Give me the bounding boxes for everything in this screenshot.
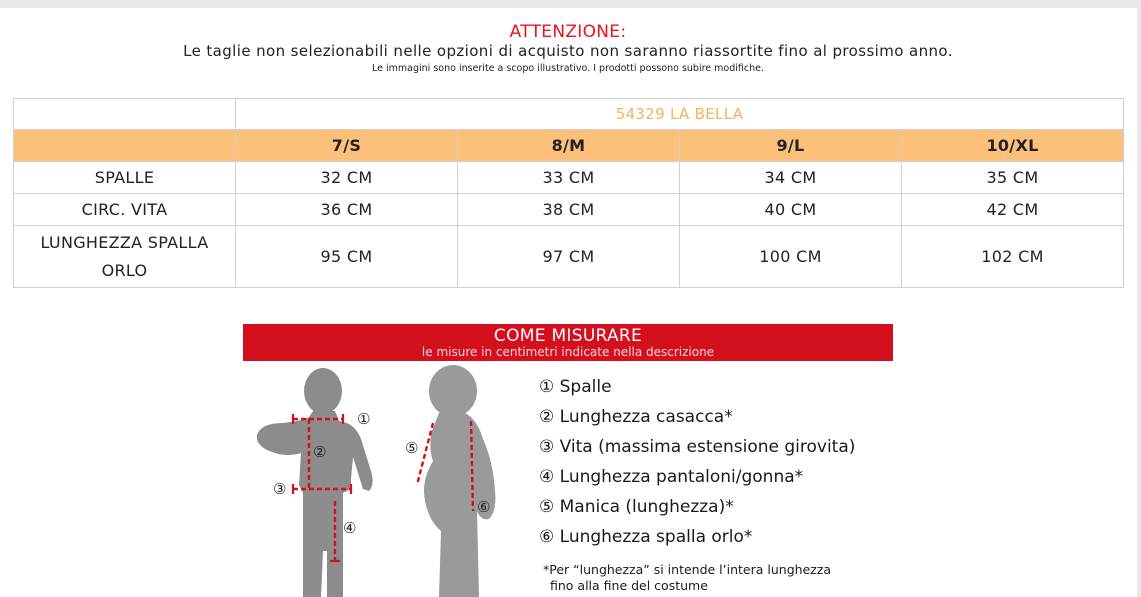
table-product-row — [14, 99, 1124, 130]
size-header: 9/L — [680, 130, 902, 162]
size-header: 7/S — [236, 130, 458, 162]
legend-item-vita: ③ Vita (massima estensione girovita) — [539, 437, 856, 457]
measure-banner-title: COME MISURARE — [493, 326, 643, 346]
legend-item-spalle: ① Spalle — [539, 377, 612, 397]
row-label: CIRC. VITA — [14, 194, 236, 226]
marker-2: ② — [313, 443, 327, 461]
table-cell: 42 CM — [902, 194, 1124, 226]
table-row — [14, 194, 1124, 226]
legend-item-lunghezza-casacca: ② Lunghezza casacca* — [539, 407, 733, 427]
legend-note-line: fino alla fine del costume — [550, 578, 708, 593]
legend-note — [539, 562, 893, 594]
notice-disclaimer: Le immagini sono inserite a scopo illustrativo. I prodotti possono subire modifiche. — [372, 63, 764, 74]
measure-banner — [243, 324, 893, 361]
measure-figures — [243, 361, 523, 597]
row-label — [14, 226, 236, 288]
measure-banner-subtitle: le misure in centimetri indicate nella descrizione — [421, 345, 715, 359]
table-cell: 35 CM — [902, 162, 1124, 194]
legend-note-line: *Per “lunghezza” si intende l’intera lunghezza — [543, 562, 832, 577]
table-cell: 95 CM — [236, 226, 458, 288]
size-table — [13, 98, 1124, 288]
table-cell: 100 CM — [680, 226, 902, 288]
table-row — [14, 226, 1124, 288]
marker-6: ⑥ — [477, 498, 491, 516]
marker-3: ③ — [273, 480, 287, 498]
table-row — [14, 162, 1124, 194]
table-header-empty — [14, 130, 236, 162]
notice-title: ATTENZIONE: — [509, 22, 627, 42]
child-side-figure — [424, 365, 495, 597]
top-bar — [0, 0, 1141, 8]
table-cell: 34 CM — [680, 162, 902, 194]
legend-item-lunghezza-spalla-orlo: ⑥ Lunghezza spalla orlo* — [539, 527, 753, 547]
measure-legend — [539, 372, 893, 594]
how-to-measure-panel — [243, 324, 893, 597]
table-cell: 32 CM — [236, 162, 458, 194]
size-header: 10/XL — [902, 130, 1124, 162]
table-cell: 36 CM — [236, 194, 458, 226]
notice-subtitle: Le taglie non selezionabili nelle opzioni di acquisto non saranno riassortite fino al prossimo anno. — [183, 42, 953, 60]
row-label: SPALLE — [14, 162, 236, 194]
table-size-header-row — [14, 130, 1124, 162]
marker-1: ① — [357, 410, 371, 428]
table-corner-cell — [14, 99, 236, 130]
row-label-line: ORLO — [101, 260, 148, 280]
marker-5: ⑤ — [405, 439, 419, 457]
size-header: 8/M — [458, 130, 680, 162]
table-cell: 97 CM — [458, 226, 680, 288]
table-cell: 38 CM — [458, 194, 680, 226]
notice-block — [0, 22, 1136, 76]
product-name: 54329 LA BELLA — [236, 99, 1124, 130]
right-scroll-edge — [1137, 0, 1141, 597]
row-label-line: LUNGHEZZA SPALLA — [40, 232, 209, 252]
marker-4: ④ — [343, 519, 357, 537]
table-cell: 102 CM — [902, 226, 1124, 288]
table-cell: 40 CM — [680, 194, 902, 226]
legend-item-manica: ⑤ Manica (lunghezza)* — [539, 497, 734, 517]
legend-item-lunghezza-pantaloni: ④ Lunghezza pantaloni/gonna* — [539, 467, 804, 487]
table-cell: 33 CM — [458, 162, 680, 194]
